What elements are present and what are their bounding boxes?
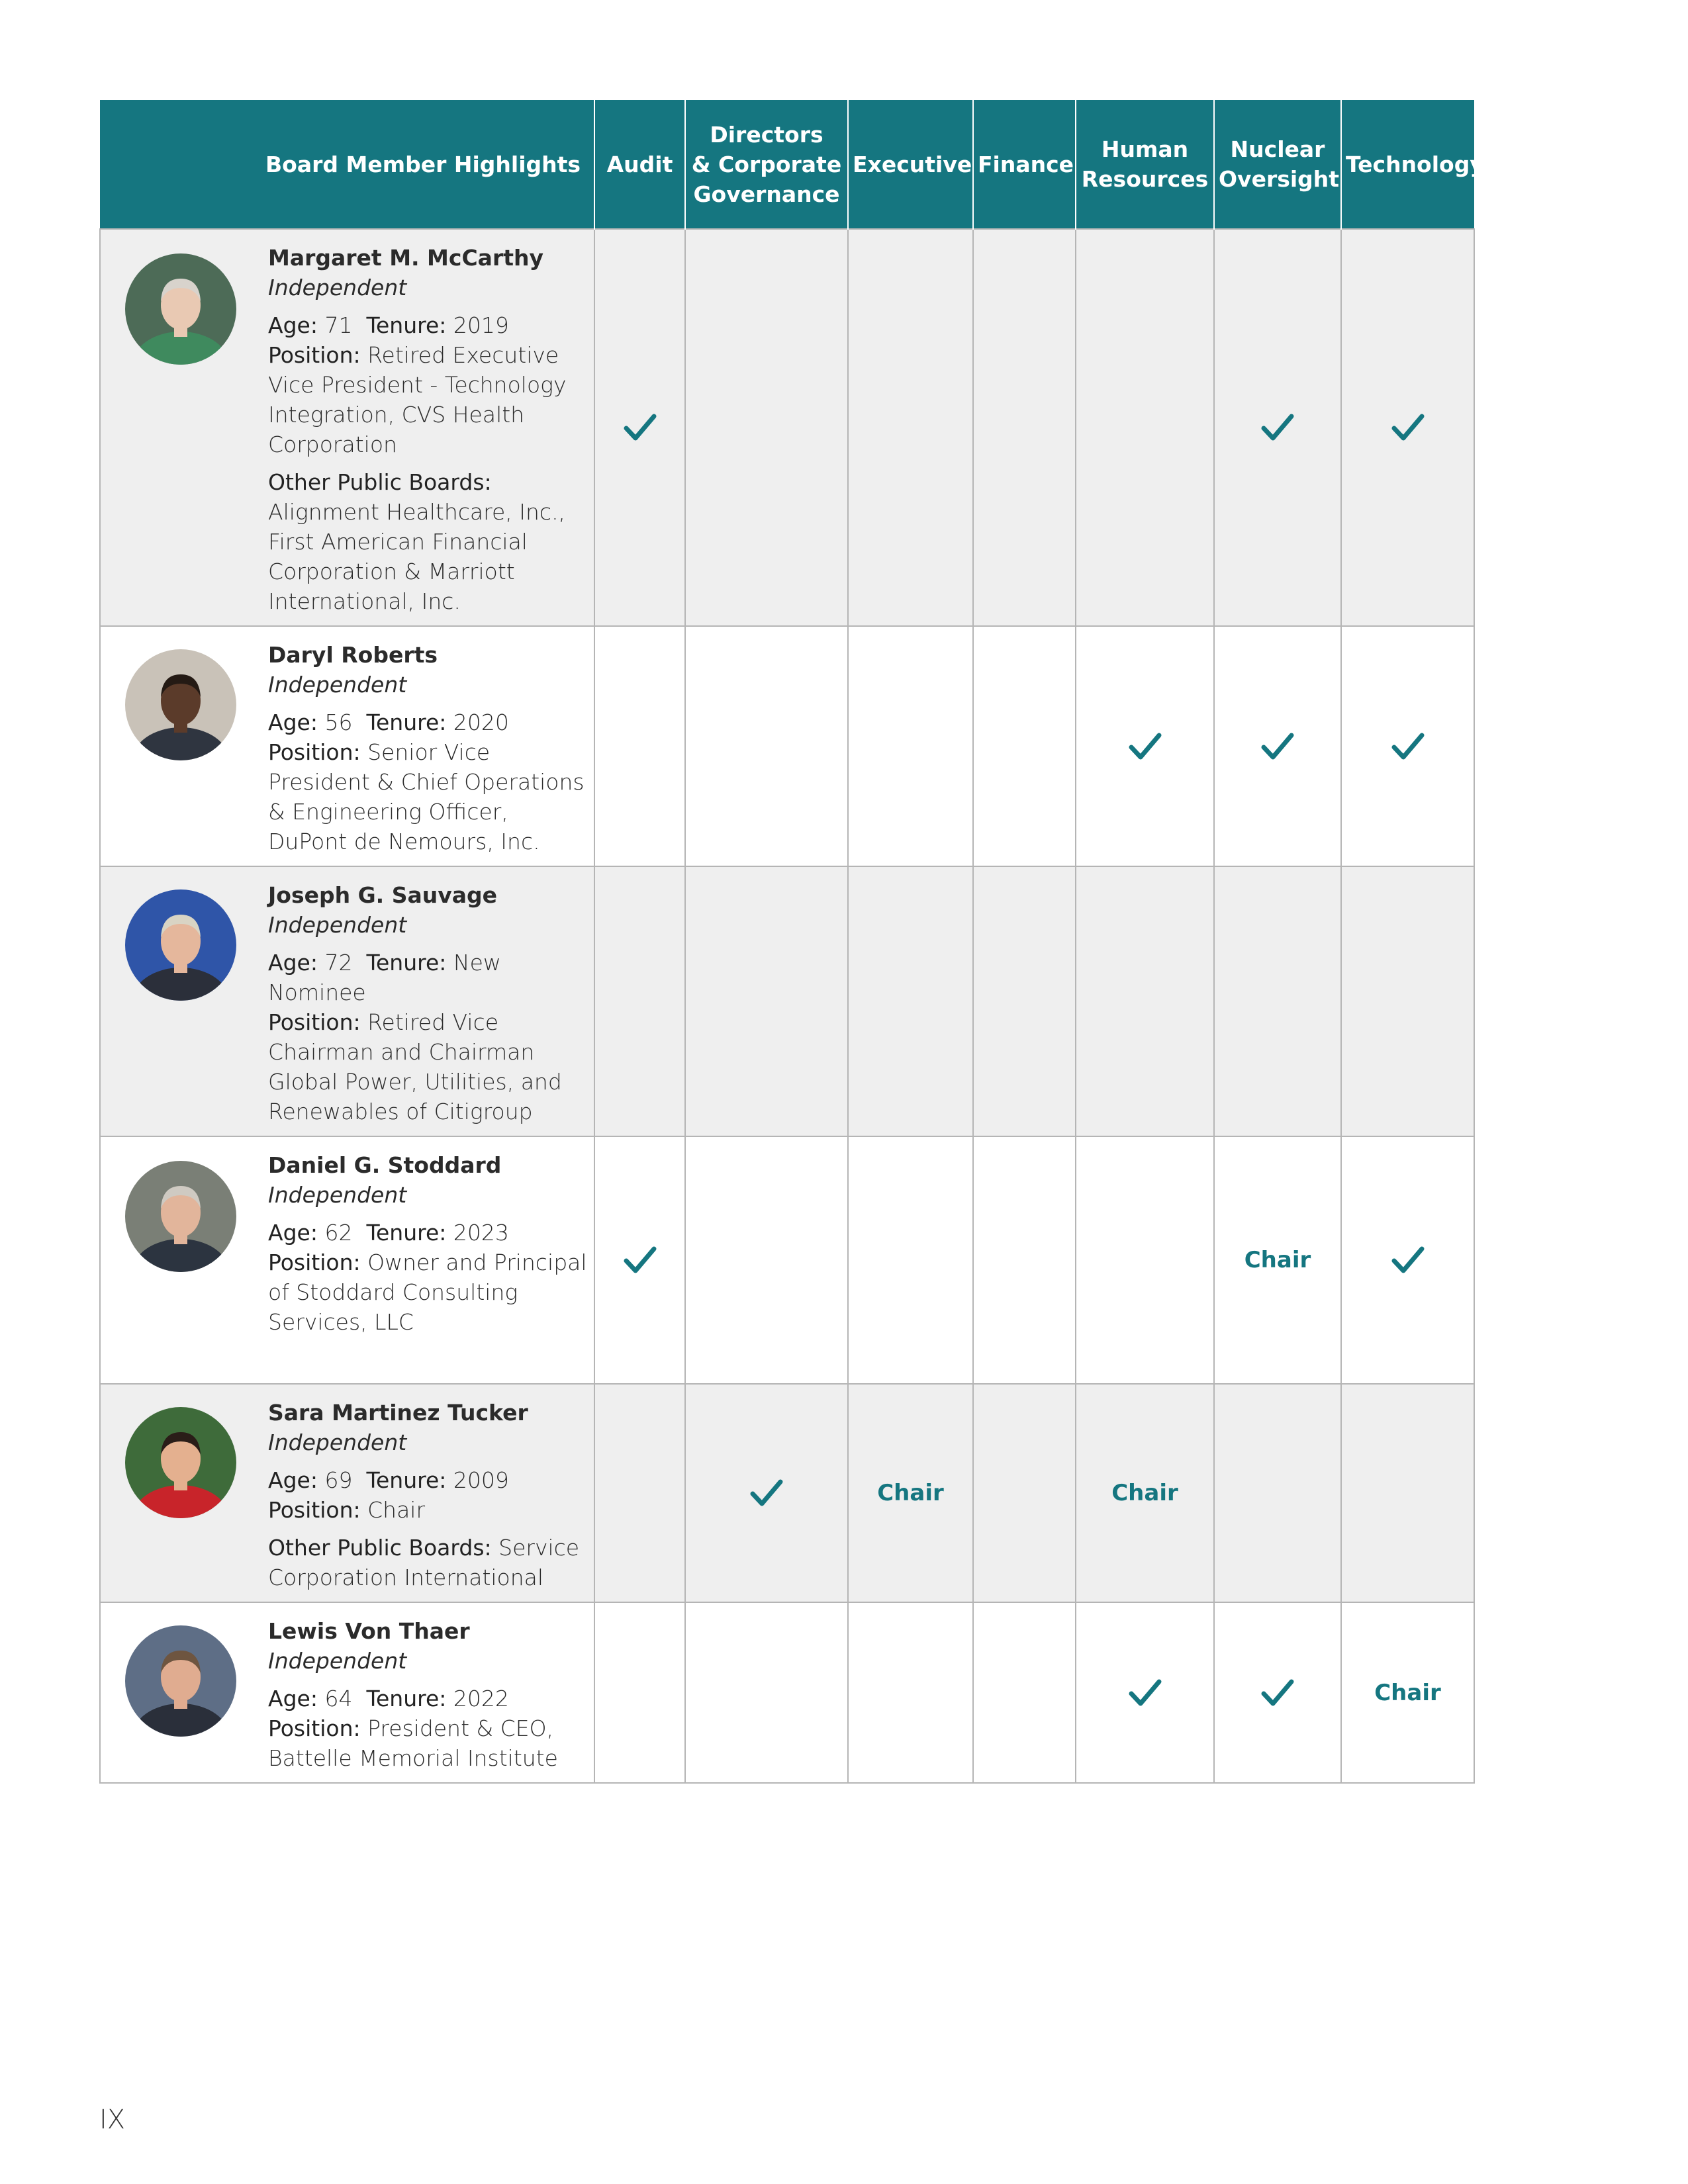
other-boards-line — [268, 1533, 587, 1592]
member-cell — [100, 626, 594, 866]
age-value: 71 — [324, 312, 353, 338]
table-row — [100, 1136, 1474, 1384]
header-text: Directors — [710, 121, 823, 148]
position-label: Position: — [268, 342, 361, 368]
member-cell — [100, 1136, 594, 1384]
committee-cell-human-resources — [1076, 229, 1214, 626]
table-row — [100, 1602, 1474, 1783]
committee-cell-human-resources — [1076, 626, 1214, 866]
committee-cell-directors-corporate-governance — [685, 229, 848, 626]
committee-cell-executive — [848, 1136, 973, 1384]
table-row — [100, 866, 1474, 1136]
check-mark-icon — [1260, 421, 1295, 433]
member-name: Joseph G. Sauvage — [268, 882, 498, 908]
committee-cell-human-resources — [1076, 866, 1214, 1136]
position-line — [268, 737, 587, 856]
member-details — [268, 627, 594, 866]
committee-cell-audit — [594, 1136, 685, 1384]
member-details — [268, 230, 594, 625]
tenure-value: 2022 — [453, 1686, 509, 1711]
committee-cell-directors-corporate-governance — [685, 1602, 848, 1783]
member-status: Independent — [268, 275, 407, 300]
position-value: Owner and Principal of Stoddard Consulting Services, LLC — [268, 1250, 587, 1335]
committee-cell-technology — [1341, 229, 1474, 626]
committee-cell-finance — [973, 1384, 1076, 1602]
committee-cell-nuclear-oversight — [1214, 1602, 1341, 1783]
member-cell — [100, 229, 594, 626]
position-line — [268, 340, 587, 459]
check-mark-icon — [623, 421, 657, 433]
header-human-resources — [1076, 100, 1214, 229]
check-mark-icon — [749, 1486, 784, 1499]
age-value: 62 — [324, 1220, 353, 1246]
member-cell — [100, 1384, 594, 1602]
tenure-label: Tenure: — [366, 1220, 447, 1246]
check-mark-icon — [1260, 739, 1295, 752]
header-nuclear-oversight — [1214, 100, 1341, 229]
page-number: IX — [99, 2105, 126, 2135]
portrait-photo — [125, 1407, 236, 1518]
header-board-member-highlights: Board Member Highlights — [100, 100, 594, 229]
position-value: Senior Vice President & Chief Operations & Engineering Officer, DuPont de Nemours, Inc. — [268, 739, 585, 854]
committee-cell-nuclear-oversight — [1214, 866, 1341, 1136]
table-row — [100, 1384, 1474, 1602]
committee-cell-technology — [1341, 1602, 1474, 1783]
member-status: Independent — [268, 1182, 407, 1208]
other-boards-value: Alignment Healthcare, Inc., First American Financial Corporation & Marriott International, Inc. — [268, 499, 566, 614]
age-tenure-line — [268, 310, 587, 340]
header-executive: Executive — [848, 100, 973, 229]
check-mark-icon — [1260, 1686, 1295, 1698]
other-boards-value: Service Corporation International — [268, 1535, 580, 1590]
check-mark-icon — [1128, 1686, 1162, 1698]
member-details — [268, 1603, 594, 1782]
check-mark-icon — [1128, 739, 1162, 752]
check-mark-icon — [1391, 1253, 1425, 1266]
committee-cell-audit — [594, 866, 685, 1136]
position-value: Retired Vice Chairman and Chairman Global Power, Utilities, and Renewables of Citigroup — [268, 1009, 562, 1124]
age-label: Age: — [268, 1220, 318, 1246]
committee-cell-technology — [1341, 1384, 1474, 1602]
position-line — [268, 1248, 587, 1337]
committee-cell-finance — [973, 1602, 1076, 1783]
committee-cell-executive — [848, 1602, 973, 1783]
other-boards-label: Other Public Boards: — [268, 469, 492, 495]
member-name: Daniel G. Stoddard — [268, 1152, 502, 1178]
portrait-photo — [125, 1161, 236, 1272]
header-text: Governance — [693, 181, 840, 207]
age-value: 64 — [324, 1686, 353, 1711]
committee-cell-human-resources — [1076, 1136, 1214, 1384]
committee-cell-audit — [594, 1602, 685, 1783]
committee-cell-directors-corporate-governance — [685, 626, 848, 866]
committee-cell-nuclear-oversight — [1214, 1384, 1341, 1602]
check-mark-icon — [1391, 421, 1425, 433]
header-text: & Corporate — [691, 151, 842, 177]
position-label: Position: — [268, 739, 361, 765]
member-details — [268, 867, 594, 1136]
header-text: Resources — [1081, 166, 1209, 192]
position-label: Position: — [268, 1715, 361, 1741]
age-label: Age: — [268, 312, 318, 338]
header-technology: Technology — [1341, 100, 1474, 229]
committee-cell-finance — [973, 229, 1076, 626]
member-status: Independent — [268, 1430, 407, 1455]
committee-cell-human-resources — [1076, 1384, 1214, 1602]
tenure-label: Tenure: — [366, 312, 447, 338]
age-tenure-line — [268, 707, 587, 737]
header-text: Oversight — [1219, 166, 1340, 192]
header-text: Human — [1101, 136, 1189, 162]
header-directors-corporate-governance — [685, 100, 848, 229]
chair-label: Chair — [1244, 1247, 1311, 1273]
age-value: 69 — [324, 1467, 353, 1493]
committee-cell-directors-corporate-governance — [685, 866, 848, 1136]
header-text: Nuclear — [1230, 136, 1325, 162]
member-name: Daryl Roberts — [268, 642, 438, 668]
tenure-label: Tenure: — [366, 950, 447, 976]
portrait-photo — [125, 649, 236, 760]
member-name: Sara Martinez Tucker — [268, 1400, 528, 1426]
tenure-value: 2009 — [453, 1467, 509, 1493]
other-boards-line — [268, 467, 587, 616]
member-status: Independent — [268, 1648, 407, 1674]
check-mark-icon — [1391, 739, 1425, 752]
age-label: Age: — [268, 1686, 318, 1711]
committee-cell-executive — [848, 229, 973, 626]
chair-label: Chair — [1111, 1480, 1178, 1506]
age-tenure-line — [268, 948, 587, 1007]
board-member-table — [99, 100, 1484, 1784]
committee-cell-nuclear-oversight — [1214, 1136, 1341, 1384]
table-row — [100, 229, 1474, 626]
header-audit: Audit — [594, 100, 685, 229]
age-tenure-line — [268, 1465, 587, 1495]
age-value: 56 — [324, 709, 353, 735]
position-label: Position: — [268, 1497, 361, 1523]
committee-cell-audit — [594, 626, 685, 866]
position-label: Position: — [268, 1250, 361, 1275]
committee-cell-executive — [848, 866, 973, 1136]
position-line — [268, 1007, 587, 1126]
check-mark-icon — [623, 1253, 657, 1266]
committee-cell-directors-corporate-governance — [685, 1384, 848, 1602]
committee-cell-executive — [848, 1384, 973, 1602]
committee-cell-human-resources — [1076, 1602, 1214, 1783]
age-tenure-line — [268, 1218, 587, 1248]
committee-cell-finance — [973, 866, 1076, 1136]
committee-cell-audit — [594, 229, 685, 626]
portrait-photo — [125, 889, 236, 1001]
tenure-value: 2020 — [453, 709, 509, 735]
table-row — [100, 626, 1474, 866]
tenure-value: 2023 — [453, 1220, 509, 1246]
committee-cell-technology — [1341, 1136, 1474, 1384]
tenure-label: Tenure: — [366, 1467, 447, 1493]
committee-cell-directors-corporate-governance — [685, 1136, 848, 1384]
chair-label: Chair — [1374, 1679, 1441, 1706]
committee-cell-executive — [848, 626, 973, 866]
position-value: Retired Executive Vice President - Technology Integration, CVS Health Corporation — [268, 342, 567, 457]
tenure-label: Tenure: — [366, 709, 447, 735]
committee-cell-technology — [1341, 626, 1474, 866]
header-finance: Finance — [973, 100, 1076, 229]
position-value: President & CEO, Battelle Memorial Institute — [268, 1715, 558, 1771]
committee-cell-finance — [973, 1136, 1076, 1384]
member-status: Independent — [268, 672, 407, 698]
portrait-photo — [125, 1625, 236, 1737]
age-label: Age: — [268, 709, 318, 735]
age-value: 72 — [324, 950, 353, 976]
chair-label: Chair — [877, 1480, 944, 1506]
tenure-value: 2019 — [453, 312, 509, 338]
member-name: Lewis Von Thaer — [268, 1618, 470, 1644]
committee-cell-finance — [973, 626, 1076, 866]
age-label: Age: — [268, 950, 318, 976]
tenure-value: New Nominee — [268, 950, 501, 1005]
portrait-photo — [125, 253, 236, 365]
position-line — [268, 1495, 587, 1525]
position-label: Position: — [268, 1009, 361, 1035]
member-status: Independent — [268, 912, 407, 938]
committee-cell-audit — [594, 1384, 685, 1602]
committee-cell-technology — [1341, 866, 1474, 1136]
position-value: Chair — [367, 1497, 426, 1523]
position-line — [268, 1713, 587, 1773]
committee-cell-nuclear-oversight — [1214, 229, 1341, 626]
member-cell — [100, 1602, 594, 1783]
tenure-label: Tenure: — [366, 1686, 447, 1711]
age-tenure-line — [268, 1684, 587, 1713]
member-details — [268, 1137, 594, 1346]
age-label: Age: — [268, 1467, 318, 1493]
member-details — [268, 1385, 594, 1602]
member-name: Margaret M. McCarthy — [268, 245, 543, 271]
other-boards-label: Other Public Boards: — [268, 1535, 492, 1561]
header-row — [100, 100, 1474, 229]
committee-cell-nuclear-oversight — [1214, 626, 1341, 866]
member-cell — [100, 866, 594, 1136]
